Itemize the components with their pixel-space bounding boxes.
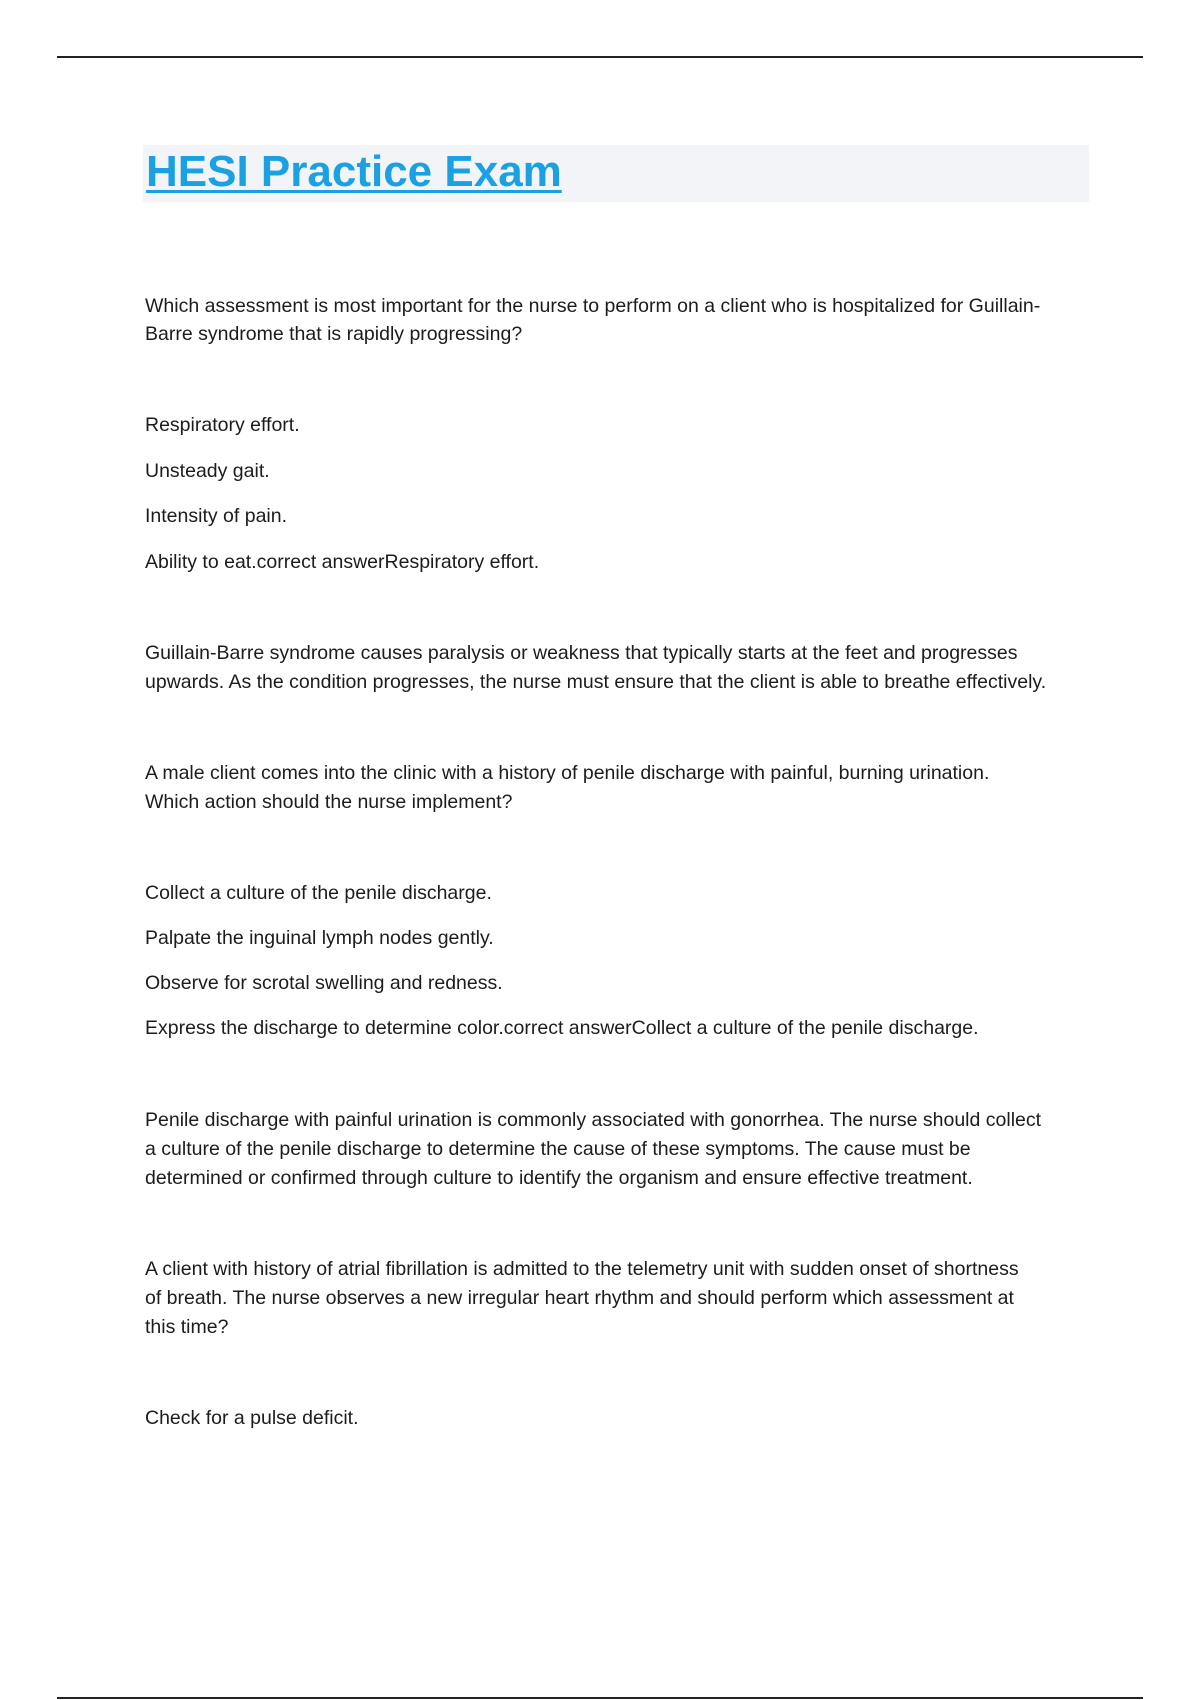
question-3-line-1: A client with history of atrial fibrillation is admitted to the telemetry unit with sudden onset of shortness (145, 1258, 1019, 1280)
rationale-2-line-2: a culture of the penile discharge to determine the cause of these symptoms. The cause must be (145, 1138, 971, 1160)
question-3-line-3: this time? (145, 1316, 229, 1338)
question-2-option-c: Observe for scrotal swelling and redness. (145, 972, 503, 994)
question-1-option-d: Ability to eat.correct answerRespiratory effort. (145, 551, 540, 573)
question-2-option-b: Palpate the inguinal lymph nodes gently. (145, 927, 494, 949)
question-1-line-1: Which assessment is most important for the nurse to perform on a client who is hospitalized for Guillain- (145, 295, 1041, 317)
rationale-1-line-1: Guillain-Barre syndrome causes paralysis or weakness that typically starts at the feet and progresses (145, 642, 1018, 664)
question-2-line-2: Which action should the nurse implement? (145, 791, 513, 813)
page-title: HESI Practice Exam (146, 147, 562, 196)
question-1-option-a: Respiratory effort. (145, 414, 300, 436)
question-2-option-a: Collect a culture of the penile discharge. (145, 882, 492, 904)
question-1-option-b: Unsteady gait. (145, 460, 270, 482)
question-3-line-2: of breath. The nurse observes a new irregular heart rhythm and should perform which assessment at (145, 1287, 1014, 1309)
rationale-1-line-2: upwards. As the condition progresses, the nurse must ensure that the client is able to breathe effectively. (145, 671, 1047, 693)
footer-rule (57, 1697, 1143, 1699)
header-rule (57, 56, 1143, 58)
question-1-line-2: Barre syndrome that is rapidly progressing? (145, 323, 523, 345)
question-2-option-d: Express the discharge to determine color.correct answerCollect a culture of the penile discharge. (145, 1017, 979, 1039)
question-2-line-1: A male client comes into the clinic with a history of penile discharge with painful, burning urination. (145, 762, 990, 784)
rationale-2-line-1: Penile discharge with painful urination is commonly associated with gonorrhea. The nurse should collect (145, 1109, 1042, 1131)
rationale-2-line-3: determined or confirmed through culture to identify the organism and ensure effective treatment. (145, 1167, 973, 1189)
question-3-option-a: Check for a pulse deficit. (145, 1407, 359, 1429)
question-1-option-c: Intensity of pain. (145, 505, 288, 527)
